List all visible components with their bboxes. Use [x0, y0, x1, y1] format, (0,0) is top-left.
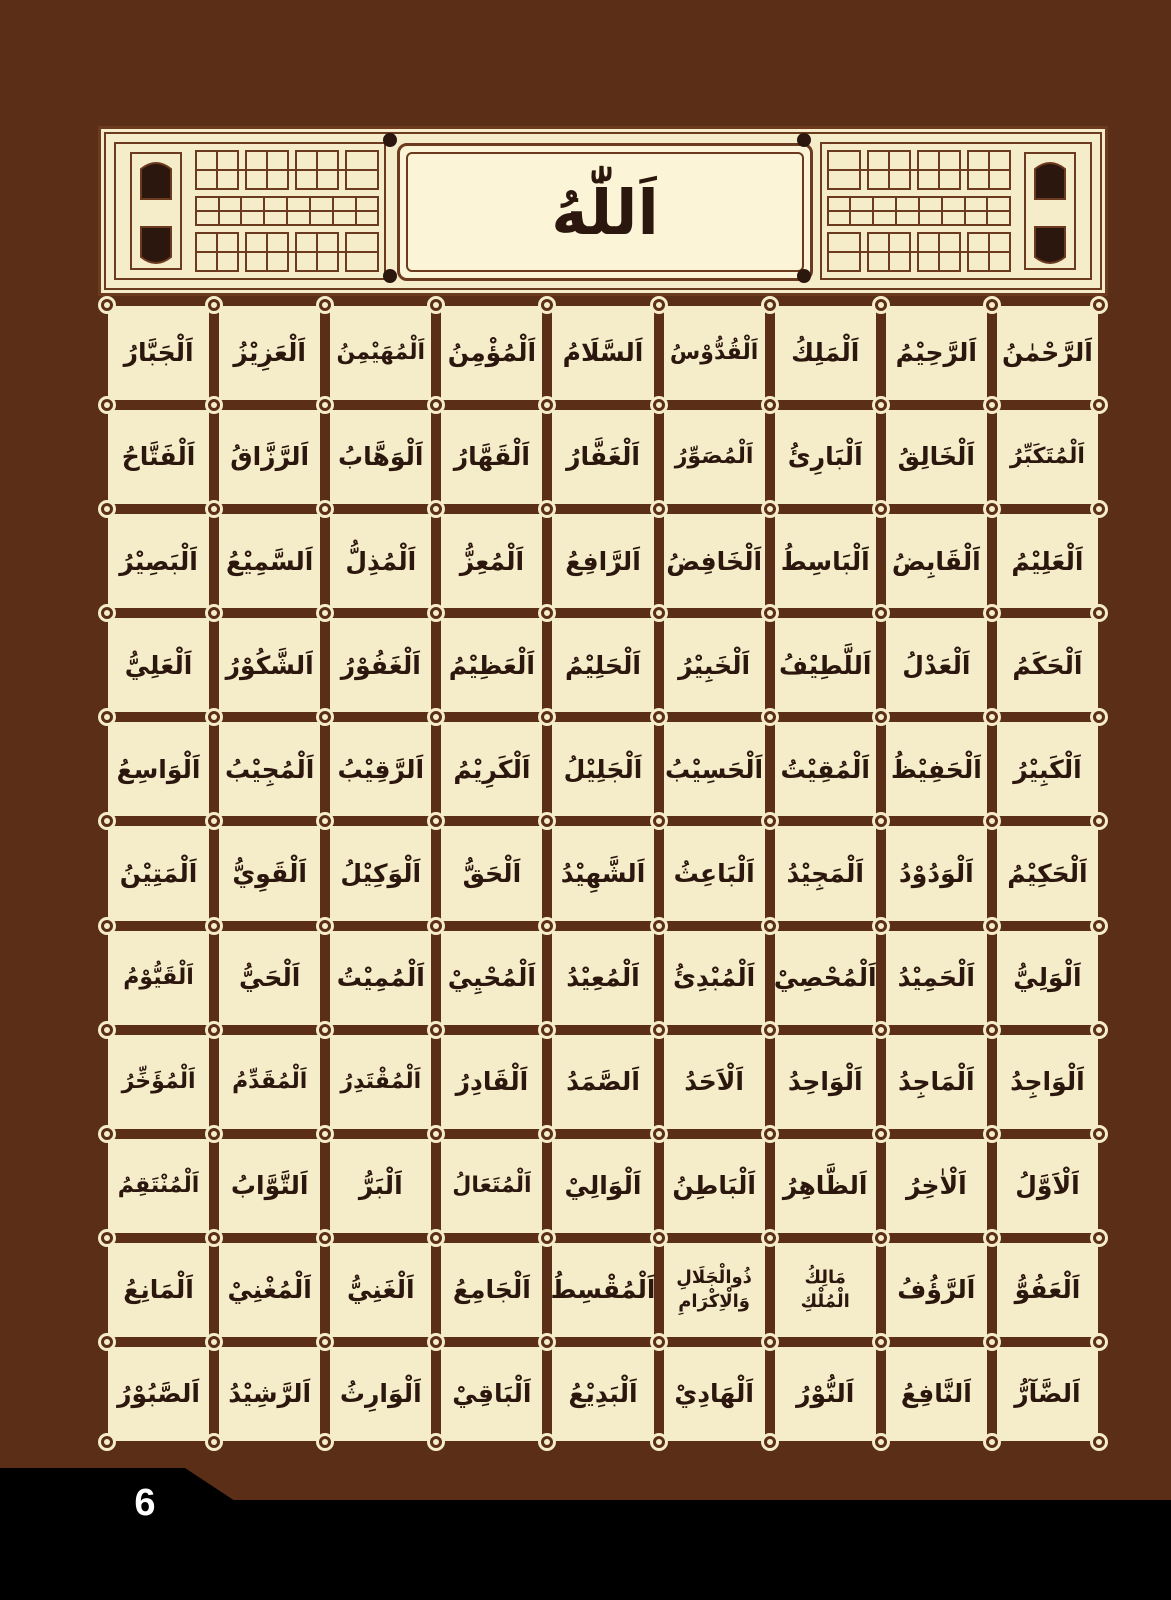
name-cell: اَلشَّكُوْرُ — [219, 618, 320, 712]
name-cell: اَلْقَابِضُ — [886, 514, 987, 608]
ornament-ring — [650, 1333, 668, 1351]
ornament-ring — [316, 1021, 334, 1039]
ornament-ring — [1090, 1021, 1108, 1039]
name-cell: اَلْحَفِيْظُ — [886, 722, 987, 816]
name-cell: اَلْبَاسِطُ — [775, 514, 876, 608]
ornament-ring — [98, 1333, 116, 1351]
ornament-ring — [1090, 1433, 1108, 1451]
name-cell: اَلْعَدْلُ — [886, 618, 987, 712]
name-cell: اَلْمُقْسِطُ — [552, 1243, 653, 1337]
ornament-ring — [98, 1433, 116, 1451]
ornament-ring — [316, 1229, 334, 1247]
ornament-ring — [98, 396, 116, 414]
name-cell: اَلْبَارِئُ — [775, 410, 876, 504]
name-cell: اَلْبَدِيْعُ — [552, 1347, 653, 1441]
name-cell: اَلْمُقْتَدِرُ — [330, 1035, 431, 1129]
ornament-ring — [1090, 708, 1108, 726]
ornament-ring — [1090, 1229, 1108, 1247]
ornament-ring — [761, 1333, 779, 1351]
name-cell: اَلْمُحْصِيْ — [775, 931, 876, 1025]
name-cell: اَلْقُدُّوْسُ — [664, 306, 765, 400]
name-cell: اَلْحَكِيْمُ — [997, 826, 1098, 920]
ornament-ring — [316, 917, 334, 935]
name-cell: اَلْمُقِيْتُ — [775, 722, 876, 816]
name-cell: اَلْجَبَّارُ — [108, 306, 209, 400]
name-cell: اَلْوَارِثُ — [330, 1347, 431, 1441]
name-cell: اَلْعَلِيْمُ — [997, 514, 1098, 608]
name-cell: اَلْقَيُّوْمُ — [108, 931, 209, 1025]
ornament-ring — [983, 296, 1001, 314]
ornament-ring — [872, 1229, 890, 1247]
name-cell: اَلْمُذِلُّ — [330, 514, 431, 608]
ornament-ring — [983, 1229, 1001, 1247]
ornament-ring — [98, 1229, 116, 1247]
name-cell: اَلْحَلِيْمُ — [552, 618, 653, 712]
name-cell: اَلنُّوْرُ — [775, 1347, 876, 1441]
name-cell: اَلْمُنْتَقِمُ — [108, 1139, 209, 1233]
ornament-ring — [316, 1433, 334, 1451]
ornament-ring — [1090, 500, 1108, 518]
name-cell: اَلْغَنِيُّ — [330, 1243, 431, 1337]
ornament-ring — [650, 1021, 668, 1039]
ornament-ring — [650, 708, 668, 726]
name-cell: اَلْحَقُّ — [441, 826, 542, 920]
ornament-ring — [983, 500, 1001, 518]
ornament-ring — [650, 1125, 668, 1143]
name-cell: اَلْمُعِزُّ — [441, 514, 542, 608]
name-cell: مَالِكُ الْمُلْكِ — [775, 1243, 876, 1337]
ornament-ring — [427, 1433, 445, 1451]
ornament-ring — [1090, 296, 1108, 314]
name-cell: اَلرَّافِعُ — [552, 514, 653, 608]
name-cell: اَلْفَتَّاحُ — [108, 410, 209, 504]
ornament-ring — [316, 1333, 334, 1351]
name-cell: اَلْمَلِكُ — [775, 306, 876, 400]
name-cell: اَلْمُحْيِيْ — [441, 931, 542, 1025]
ornament-ring — [1090, 1125, 1108, 1143]
ornament-ring — [761, 500, 779, 518]
name-cell: اَلْمُعِيْدُ — [552, 931, 653, 1025]
ornament-ring — [316, 1125, 334, 1143]
name-cell: اَلْوَاسِعُ — [108, 722, 209, 816]
ornament-ring — [1090, 917, 1108, 935]
name-cell: اَلْمَتِيْنُ — [108, 826, 209, 920]
ornament-ring — [650, 1433, 668, 1451]
name-cell: اَلْحَسِيْبُ — [664, 722, 765, 816]
name-cell: اَلْجَامِعُ — [441, 1243, 542, 1337]
name-cell: اَلْكَبِيْرُ — [997, 722, 1098, 816]
name-cell: اَلْعَظِيْمُ — [441, 618, 542, 712]
name-cell: اَللَّطِيْفُ — [775, 618, 876, 712]
name-cell: اَلْمَانِعُ — [108, 1243, 209, 1337]
ornament-ring — [983, 917, 1001, 935]
ornament-dot — [383, 269, 397, 283]
name-cell: اَلْوَالِيْ — [552, 1139, 653, 1233]
name-cell: اَلْمُؤَخِّرُ — [108, 1035, 209, 1129]
name-cell: اَلْكَرِيْمُ — [441, 722, 542, 816]
name-cell: اَلْقَهَّارُ — [441, 410, 542, 504]
name-cell: اَلْبَاقِيْ — [441, 1347, 542, 1441]
name-cell: اَلْمَجِيْدُ — [775, 826, 876, 920]
ornament-ring — [1090, 1333, 1108, 1351]
name-cell: اَلْخَافِضُ — [664, 514, 765, 608]
ornament-ring — [538, 1021, 556, 1039]
ornament-ring — [427, 1125, 445, 1143]
name-cell: اَلْوَلِيُّ — [997, 931, 1098, 1025]
ornament-ring — [205, 1433, 223, 1451]
ornament-dot — [797, 269, 811, 283]
name-cell: اَلْحَمِيْدُ — [886, 931, 987, 1025]
ornament-ring — [650, 1229, 668, 1247]
ornament-ring — [98, 296, 116, 314]
name-cell: اَلصَّبُوْرُ — [108, 1347, 209, 1441]
ornament-ring — [1090, 396, 1108, 414]
name-cell: اَلْغَفُوْرُ — [330, 618, 431, 712]
name-cell: اَلرَّؤُفُ — [886, 1243, 987, 1337]
name-cell: اَلظَّاهِرُ — [775, 1139, 876, 1233]
name-cell: اَلْبَاطِنُ — [664, 1139, 765, 1233]
ornament-ring — [650, 812, 668, 830]
name-cell: اَلرَّزَّاقُ — [219, 410, 320, 504]
ornament-ring — [872, 604, 890, 622]
ornament-ring — [872, 396, 890, 414]
ornament-ring — [205, 1229, 223, 1247]
ornament-ring — [205, 1333, 223, 1351]
name-cell: اَلرَّحْمٰنُ — [997, 306, 1098, 400]
ornament-ring — [1090, 812, 1108, 830]
name-cell: اَلْغَفَّارُ — [552, 410, 653, 504]
name-cell: اَلْحَكَمُ — [997, 618, 1098, 712]
name-cell: اَلنَّافِعُ — [886, 1347, 987, 1441]
name-cell: اَلشَّهِيْدُ — [552, 826, 653, 920]
ornament-ring — [650, 396, 668, 414]
ornament-ring — [872, 917, 890, 935]
name-cell: اَلْقَادِرُ — [441, 1035, 542, 1129]
name-cell: اَلْاَوَّلُ — [997, 1139, 1098, 1233]
ornament-ring — [98, 1021, 116, 1039]
name-cell: اَلْمُبْدِئُ — [664, 931, 765, 1025]
ornament-ring — [872, 1433, 890, 1451]
ornament-ring — [761, 1021, 779, 1039]
ornament-ring — [205, 917, 223, 935]
name-cell: اَلْعَزِيْزُ — [219, 306, 320, 400]
ornament-ring — [872, 1333, 890, 1351]
name-cell: اَلْوَاحِدُ — [775, 1035, 876, 1129]
name-cell: اَلْعَلِيُّ — [108, 618, 209, 712]
name-cell: اَلْخَالِقُ — [886, 410, 987, 504]
name-cell: اَلْاٰخِرُ — [886, 1139, 987, 1233]
ornament-ring — [872, 1125, 890, 1143]
name-cell: اَلْوَدُوْدُ — [886, 826, 987, 920]
name-cell: اَلْاَحَدُ — [664, 1035, 765, 1129]
name-cell: اَلْبَصِيْرُ — [108, 514, 209, 608]
name-cell: اَلْخَبِيْرُ — [664, 618, 765, 712]
ornament-ring — [761, 1433, 779, 1451]
ornament-ring — [872, 1021, 890, 1039]
ornament-ring — [761, 917, 779, 935]
ornament-ring — [427, 917, 445, 935]
ornament-ring — [983, 396, 1001, 414]
name-cell: اَلْبَرُّ — [330, 1139, 431, 1233]
ornament-ring — [983, 1433, 1001, 1451]
name-cell: اَلْمُؤْمِنُ — [441, 306, 542, 400]
name-cell: اَلضَّآرُّ — [997, 1347, 1098, 1441]
ornament-ring — [983, 1125, 1001, 1143]
ornament-ring — [761, 1229, 779, 1247]
name-cell: اَلْمُصَوِّرُ — [664, 410, 765, 504]
name-cell: ذُوالْجَلَالِ وَالْاِكْرَامِ — [664, 1243, 765, 1337]
ornament-ring — [205, 296, 223, 314]
ornament-ring — [205, 1021, 223, 1039]
name-cell: اَلْمُجِيْبُ — [219, 722, 320, 816]
ornament-ring — [983, 1333, 1001, 1351]
name-cell: اَلْجَلِيْلُ — [552, 722, 653, 816]
ornament-ring — [761, 604, 779, 622]
name-cell: اَلْبَاعِثُ — [664, 826, 765, 920]
ornament-ring — [872, 500, 890, 518]
ornament-ring — [98, 1125, 116, 1143]
ornament-dot — [383, 133, 397, 147]
name-cell: اَلْمُهَيْمِنُ — [330, 306, 431, 400]
name-cell: اَلرَّقِيْبُ — [330, 722, 431, 816]
ornament-ring — [98, 917, 116, 935]
name-cell: اَلْمُقَدِّمُ — [219, 1035, 320, 1129]
ornament-ring — [650, 500, 668, 518]
name-cell: اَلْوَكِيْلُ — [330, 826, 431, 920]
ornament-ring — [1090, 604, 1108, 622]
ornament-ring — [983, 1021, 1001, 1039]
name-cell: اَلْمَاجِدُ — [886, 1035, 987, 1129]
ornament-ring — [761, 1125, 779, 1143]
name-cell: اَلتَّوَّابُ — [219, 1139, 320, 1233]
name-cell: اَلْوَاجِدُ — [997, 1035, 1098, 1129]
page-number: 6 — [134, 1482, 156, 1524]
name-cell: اَلْقَوِيُّ — [219, 826, 320, 920]
ornament-ring — [427, 1021, 445, 1039]
ornament-ring — [761, 296, 779, 314]
names-grid — [98, 296, 1108, 1451]
name-cell: اَلرَّحِيْمُ — [886, 306, 987, 400]
ornament-ring — [761, 708, 779, 726]
ornament-ring — [761, 396, 779, 414]
header-banner — [98, 126, 1108, 296]
name-cell: اَلسَّلَامُ — [552, 306, 653, 400]
name-cell: اَلْمُمِيْتُ — [330, 931, 431, 1025]
ornament-ring — [650, 917, 668, 935]
ornament-dot — [797, 133, 811, 147]
title-frame — [397, 143, 813, 281]
ornament-ring — [205, 1125, 223, 1143]
page-title: اَللّٰهُ — [551, 175, 659, 249]
name-cell: اَلْمُتَكَبِّرُ — [997, 410, 1098, 504]
ornament-ring — [872, 296, 890, 314]
name-cell: اَلْهَادِيْ — [664, 1347, 765, 1441]
ornament-ring — [538, 917, 556, 935]
name-cell: اَلْمُغْنِيْ — [219, 1243, 320, 1337]
name-cell: اَلسَّمِيْعُ — [219, 514, 320, 608]
name-cell: اَلْعَفُوُّ — [997, 1243, 1098, 1337]
name-cell: اَلرَّشِيْدُ — [219, 1347, 320, 1441]
name-cell: اَلْمُتَعَالُ — [441, 1139, 542, 1233]
name-cell: اَلْوَهَّابُ — [330, 410, 431, 504]
name-cell: اَلْحَيُّ — [219, 931, 320, 1025]
name-cell: اَلصَّمَدُ — [552, 1035, 653, 1129]
ornament-ring — [538, 1433, 556, 1451]
ornament-ring — [650, 604, 668, 622]
ornament-ring — [650, 296, 668, 314]
